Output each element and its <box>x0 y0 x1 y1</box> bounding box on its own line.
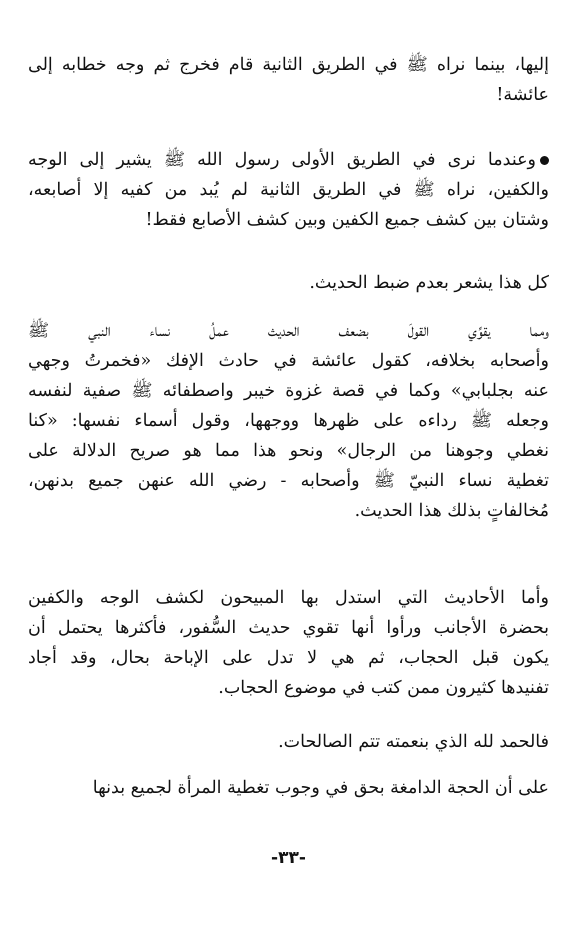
text-line: تغطية نساء النبيّ ﷺ وأصحابه - رضي الله عنهن جميع بدنهن، <box>28 471 549 491</box>
text-line: وشتان بين كشف جميع الكفين وبين كشف الأصابع فقط! <box>145 210 549 230</box>
paragraph-3 <box>28 268 549 298</box>
text-line: وأصحابه بخلافه، كقول عائشة في حادث الإفك «فخمرتُ وجهي <box>28 351 549 371</box>
text-line-content: وعندما نرى في الطريق الأولى رسول الله ﷺ يشير إلى الوجه <box>28 150 536 170</box>
paragraph-1 <box>28 50 549 110</box>
text-line: وأما الأحاديث التي استدل بها المبيحون لكشف الوجه والكفين <box>28 588 549 608</box>
text-line: وجعله ﷺ رداءه على ظهرها ووجهها، وقول أسماء نفسها: «كنا <box>28 411 549 431</box>
text-line: عنه بجلبابي» وكما في قصة غزوة خيبر واصطفائه ﷺ صفية لنفسه <box>28 381 549 401</box>
text-line: ومما يقوِّي القولَ بضعف الحديث عملُ نساء النبي ﷺ <box>28 321 549 341</box>
text-line: بحضرة الأجانب ورأوا أنها تقوي حديث السُّفور، فأكثرها يحتمل أن <box>28 618 549 638</box>
paragraph-2 <box>28 145 549 235</box>
text-line: تفنيدها كثيرون ممن كتب في موضوع الحجاب. <box>218 678 549 698</box>
text-line: مُخالفاتٍ بذلك هذا الحديث. <box>354 501 549 521</box>
text-line: إليها، بينما نراه ﷺ في الطريق الثانية قام فخرج ثم وجه خطابه إلى <box>28 55 549 75</box>
text-line: نغطي وجوهنا من الرجال» ونحو هذا مما هو صريح الدلالة على <box>28 441 549 461</box>
text-line: فالحمد لله الذي بنعمته تتم الصالحات. <box>278 732 549 752</box>
text-line: كل هذا يشعر بعدم ضبط الحديث. <box>309 273 549 293</box>
text-line: والكفين، نراه ﷺ في الطريق الثانية لم يُبد من كفيه إلا أصابعه، <box>28 180 549 200</box>
paragraph-7 <box>28 773 549 803</box>
text-line: عائشة! <box>496 85 549 105</box>
paragraph-6 <box>28 727 549 757</box>
paragraph-4 <box>28 316 549 526</box>
text-line <box>28 145 549 175</box>
text-line: يكون قبل الحجاب، ثم هي لا تدل على الإباحة بحال، وقد أجاد <box>28 648 549 668</box>
bullet-icon <box>540 156 549 165</box>
page-number: -٣٣- <box>271 848 306 868</box>
text-line: على أن الحجة الدامغة بحق في وجوب تغطية المرأة لجميع بدنها <box>92 778 549 798</box>
paragraph-5 <box>28 583 549 703</box>
